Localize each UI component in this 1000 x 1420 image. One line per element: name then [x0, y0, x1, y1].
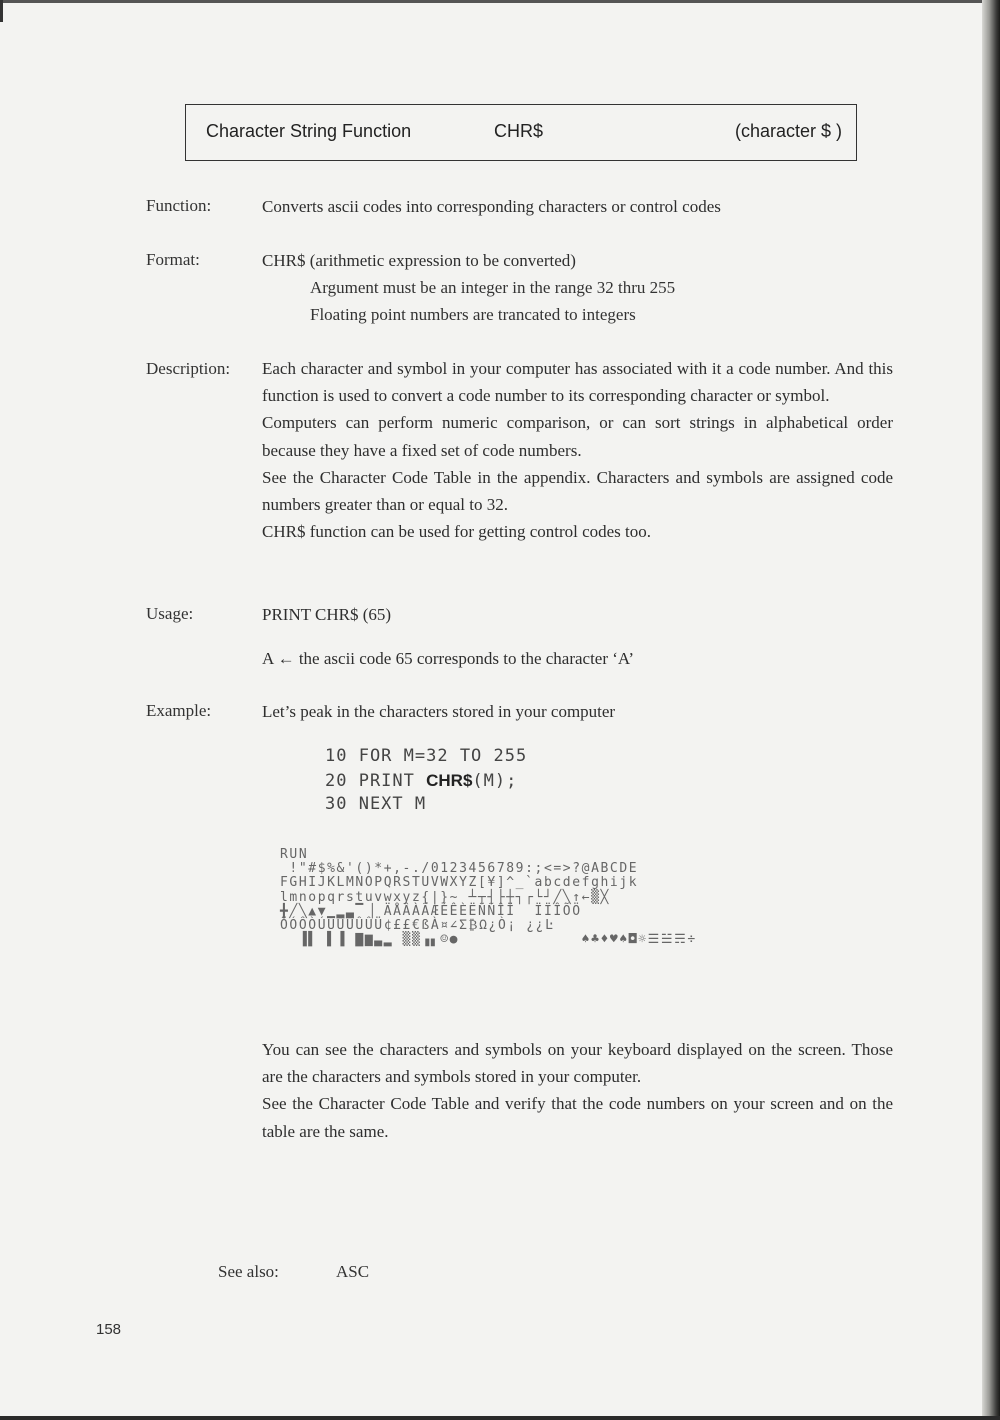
screen-output	[280, 848, 697, 947]
page-bottom-edge	[0, 1416, 1000, 1420]
screen-line: ▐▌ ▌▐ ▇▆▃▂ ▒▒▗▖☺● ♠♣♦♥♠◘☼☰☱☴÷	[280, 932, 697, 948]
usage-explain: A ← the ascii code 65 corresponds to the character ‘A’	[262, 649, 634, 668]
screen-line: ÕÓÔÒÚÛÙÜÛÛÜ¢££€ßÀ¤∠Σ₿Ω¿Ò¡ ¿¿Ŀ	[280, 918, 555, 934]
code-line-2-function: CHR$	[426, 770, 473, 790]
page-left-mark	[0, 0, 3, 22]
function-text: Converts ascii codes into corresponding characters or control codes	[262, 197, 721, 216]
see-also-label: See also:	[218, 1262, 279, 1281]
format-syntax: CHR$ (arithmetic expression to be converted)	[262, 251, 576, 270]
function-reading: (character $ )	[734, 121, 842, 141]
description-label: Description:	[146, 359, 231, 378]
function-label: Function:	[146, 196, 212, 215]
page-number: 158	[96, 1321, 122, 1338]
description-text	[262, 355, 893, 545]
screen-line: ╋╱╲▲▼▁▂▃▔▕ ÄÅÂÀÃÆÉÊÈËÑÑÎÏ ÏÏÎÕÖ	[280, 903, 582, 919]
page-top-edge	[0, 0, 1000, 3]
page-binding-shadow	[982, 0, 1000, 1420]
function-name: CHR$	[494, 121, 544, 141]
format-note-range: Argument must be an integer in the range 32 thru 255	[310, 278, 676, 297]
screen-line: FGHIJKLMNOPQRSTUVWXYZ[¥]^_`abcdefghijk	[280, 875, 639, 891]
function-title-box	[185, 104, 857, 161]
closing-paragraph: You can see the characters and symbols on your keyboard displayed on the screen. Those are the characters and symbols stored in your computer.	[262, 1040, 893, 1087]
see-also-value: ASC	[336, 1262, 370, 1281]
code-line-2-start: 20 PRINT	[325, 770, 427, 791]
code-line-2-end: (M);	[472, 770, 518, 791]
usage-label: Usage:	[146, 604, 194, 623]
code-line-3: 30 NEXT M	[325, 794, 427, 814]
description-paragraph: See the Character Code Table in the appendix. Characters and symbols are assigned code numbers greater than or equal to 32.	[262, 467, 893, 515]
function-category: Character String Function	[206, 121, 412, 141]
description-paragraph: Each character and symbol in your computer has associated with it a code number. And this function is used to convert a code number to its corresponding character or symbol.	[262, 359, 893, 406]
usage-code: PRINT CHR$ (65)	[262, 605, 392, 624]
format-note-float: Floating point numbers are trancated to integers	[310, 305, 636, 324]
screen-line: !"#$%&'()*+,-./0123456789:;<=>?@ABCDE	[280, 861, 639, 877]
format-label: Format:	[146, 250, 200, 269]
code-line-1: 10 FOR M=32 TO 255	[325, 746, 528, 766]
closing-text	[262, 1036, 893, 1145]
description-paragraph: Computers can perform numeric comparison, or can sort strings in alphabetical order because they have a fixed set of code numbers.	[262, 413, 893, 460]
example-label: Example:	[146, 701, 212, 720]
description-paragraph: CHR$ function can be used for getting control codes too.	[262, 522, 652, 542]
screen-line: RUN	[280, 847, 309, 862]
screen-line: lmnopqrstuvwxyz{|}~ ┴┬┤├┼┐┌└┘╱╲↑←▒╳	[280, 889, 610, 905]
example-code	[325, 745, 527, 817]
closing-paragraph: See the Character Code Table and verify that the code numbers on your screen and on the table are the same.	[262, 1094, 893, 1141]
example-intro: Let’s peak in the characters stored in your computer	[262, 702, 616, 721]
